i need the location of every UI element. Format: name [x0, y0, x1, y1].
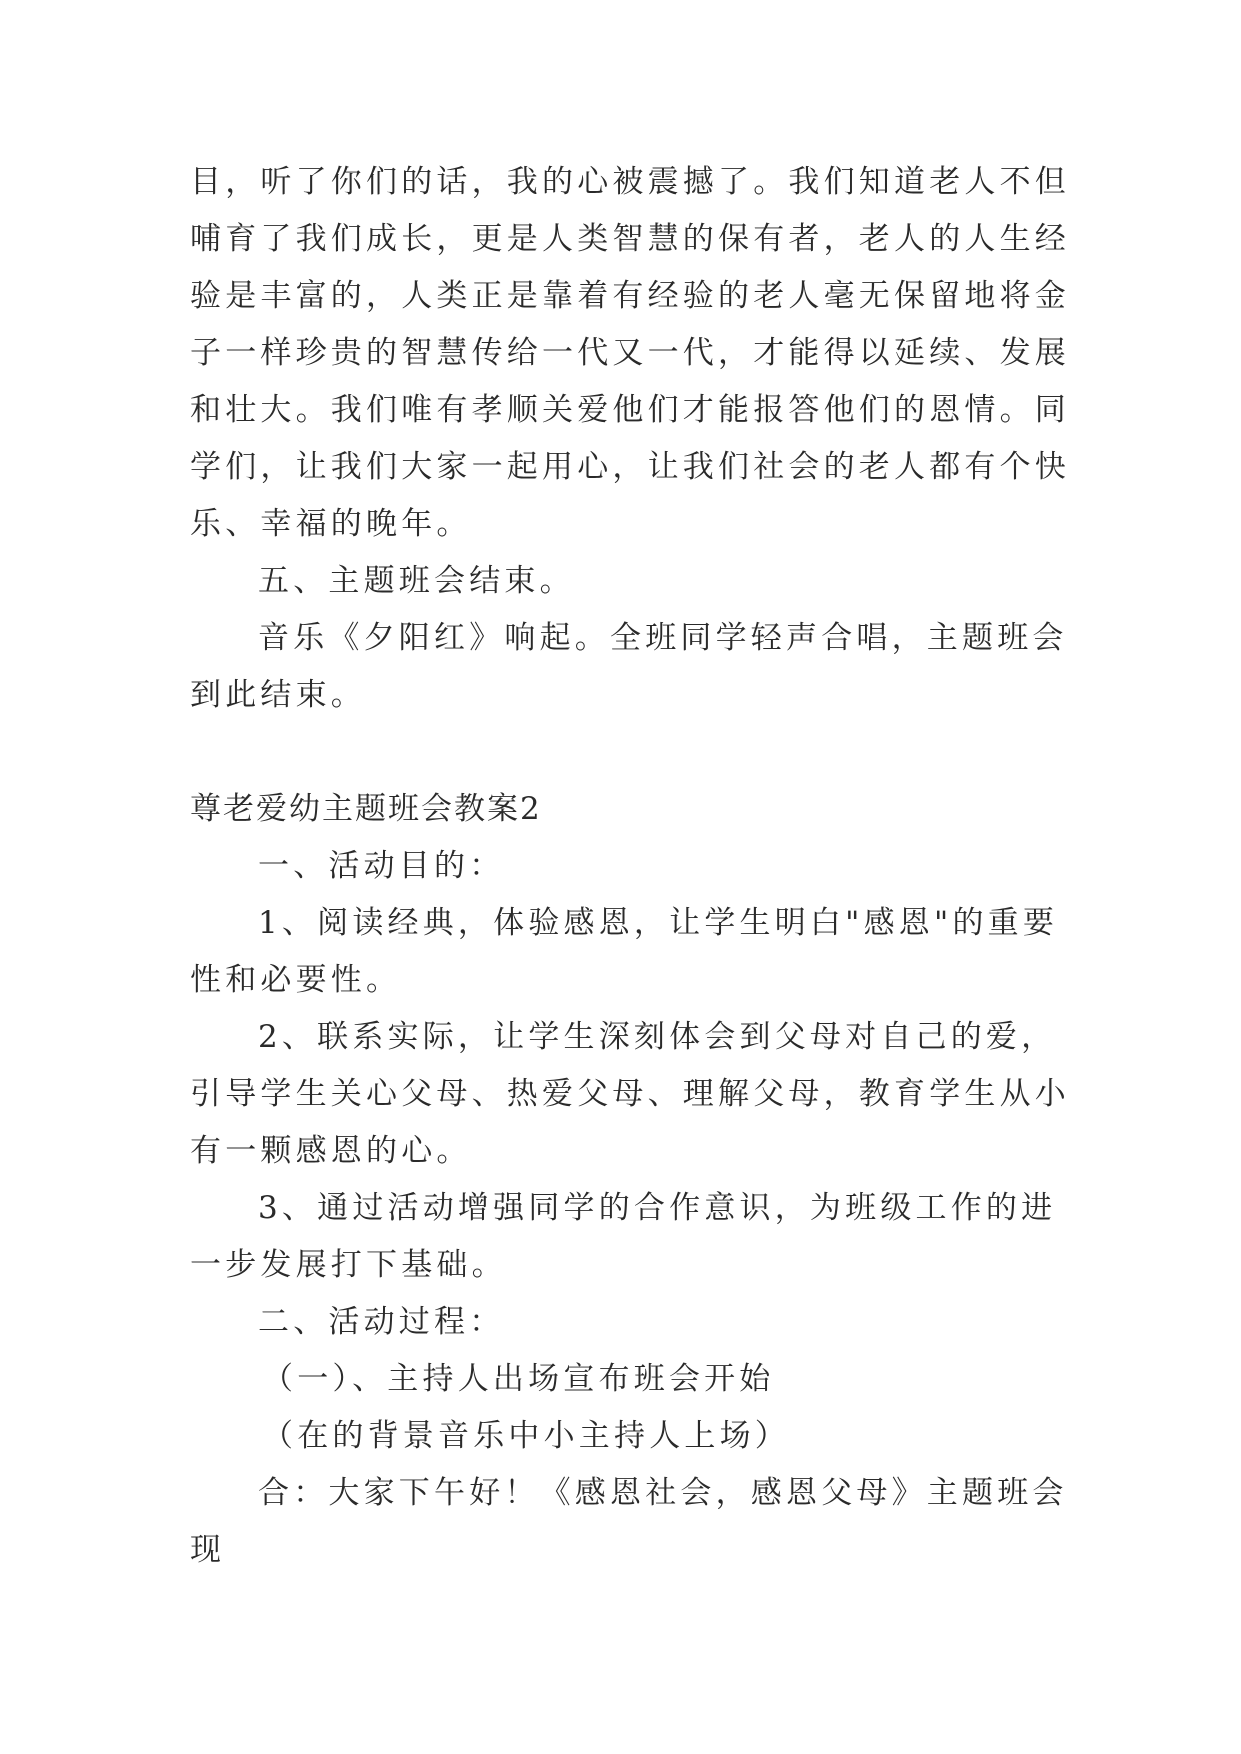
- host-greeting: 合：大家下午好！《感恩社会，感恩父母》主题班会现: [190, 1475, 1068, 1568]
- process-step-1-heading: （一）、主持人出场宣布班会开始: [262, 1361, 775, 1397]
- purpose-item-1: 1、阅读经典，体验感恩，让学生明白"感恩"的重要性和必要性。: [190, 905, 1059, 998]
- process-step-1-note: （在的背景音乐中小主持人上场）: [262, 1418, 790, 1454]
- section-process-heading: 二、活动过程：: [258, 1304, 505, 1340]
- lesson-plan-title: 尊老爱幼主题班会教案2: [190, 791, 542, 827]
- paragraph-gap: [190, 724, 1070, 781]
- section-five-heading: 五、主题班会结束。: [258, 563, 575, 599]
- purpose-item-3: 3、通过活动增强同学的合作意识，为班级工作的进一步发展打下基础。: [190, 1190, 1057, 1283]
- paragraph-elderly-wisdom: 目，听了你们的话，我的心被震撼了。我们知道老人不但哺育了我们成长，更是人类智慧的保有者，老人的人生经验是丰富的，人类正是靠着有经验的老人毫无保留地将金子一样珍贵的智慧传给一代又一代，才能得以延续、发展和壮大。我们唯有孝顺关爱他们才能报答他们的恩情。同学们，让我们大家一起用心，让我们社会的老人都有个快乐、幸福的晚年。: [190, 164, 1070, 542]
- paragraph-closing-music: 音乐《夕阳红》响起。全班同学轻声合唱，主题班会到此结束。: [190, 620, 1068, 713]
- document-body: [190, 154, 1070, 1579]
- purpose-item-2: 2、联系实际，让学生深刻体会到父母对自己的爱，引导学生关心父母、热爱父母、理解父母，教育学生从小有一颗感恩的心。: [190, 1019, 1070, 1169]
- section-purpose-heading: 一、活动目的：: [258, 848, 505, 884]
